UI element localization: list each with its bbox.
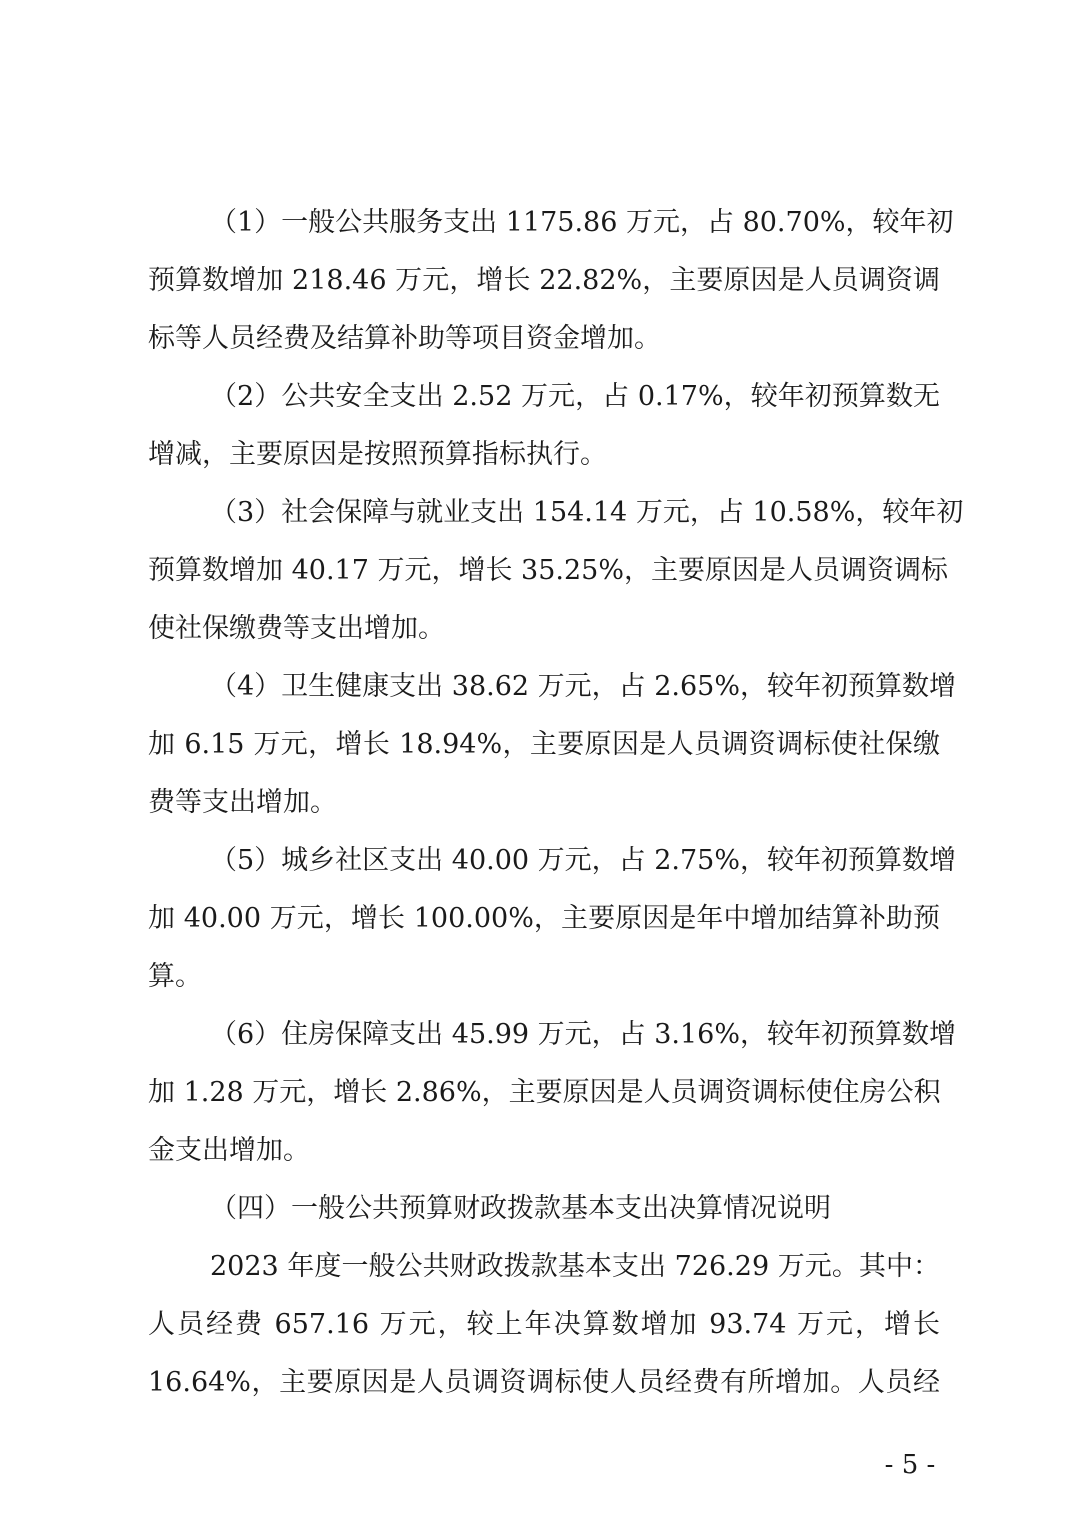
document-body	[148, 194, 964, 1412]
paragraph-item-1	[148, 194, 954, 368]
paragraph-item-6	[148, 1006, 956, 1180]
text-line: 16.64%，主要原因是人员调资调标使人员经费有所增加。人员经	[148, 1367, 940, 1398]
text-line: （2）公共安全支出 2.52 万元，占 0.17%，较年初预算数无	[210, 381, 940, 412]
text-line: （5）城乡社区支出 40.00 万元，占 2.75%，较年初预算数增	[210, 845, 956, 876]
text-line: （4）卫生健康支出 38.62 万元，占 2.65%，较年初预算数增	[210, 671, 956, 702]
text-line: 2023 年度一般公共财政拨款基本支出 726.29 万元。其中：	[210, 1251, 940, 1282]
section-heading: （四）一般公共预算财政拨款基本支出决算情况说明	[210, 1193, 831, 1224]
text-line: 费等支出增加。	[148, 787, 337, 818]
text-line: 标等人员经费及结算补助等项目资金增加。	[148, 323, 661, 354]
text-line: 增减，主要原因是按照预算指标执行。	[148, 439, 607, 470]
text-line: 预算数增加 40.17 万元，增长 35.25%，主要原因是人员调资调标	[148, 555, 948, 586]
text-line: （6）住房保障支出 45.99 万元，占 3.16%，较年初预算数增	[210, 1019, 956, 1050]
text-line: （3）社会保障与就业支出 154.14 万元，占 10.58%，较年初	[210, 497, 964, 528]
paragraph-item-2	[148, 368, 940, 484]
text-line: 算。	[148, 961, 202, 992]
text-line: 人员经费 657.16 万元，较上年决算数增加 93.74 万元，增长	[148, 1309, 940, 1340]
text-line: 金支出增加。	[148, 1135, 310, 1166]
page-number: - 5 -	[884, 1450, 936, 1480]
paragraph-item-5	[148, 832, 956, 1006]
text-line: 加 1.28 万元，增长 2.86%，主要原因是人员调资调标使住房公积	[148, 1077, 941, 1108]
text-line: 预算数增加 218.46 万元，增长 22.82%，主要原因是人员调资调	[148, 265, 940, 296]
text-line: 使社保缴费等支出增加。	[148, 613, 445, 644]
paragraph-item-3	[148, 484, 964, 658]
paragraph-basic-expenditure	[148, 1238, 940, 1412]
text-line: （1）一般公共服务支出 1175.86 万元，占 80.70%，较年初	[210, 207, 954, 238]
text-line: 加 6.15 万元，增长 18.94%，主要原因是人员调资调标使社保缴	[148, 729, 940, 760]
text-line: 加 40.00 万元，增长 100.00%，主要原因是年中增加结算补助预	[148, 903, 940, 934]
paragraph-item-4	[148, 658, 956, 832]
